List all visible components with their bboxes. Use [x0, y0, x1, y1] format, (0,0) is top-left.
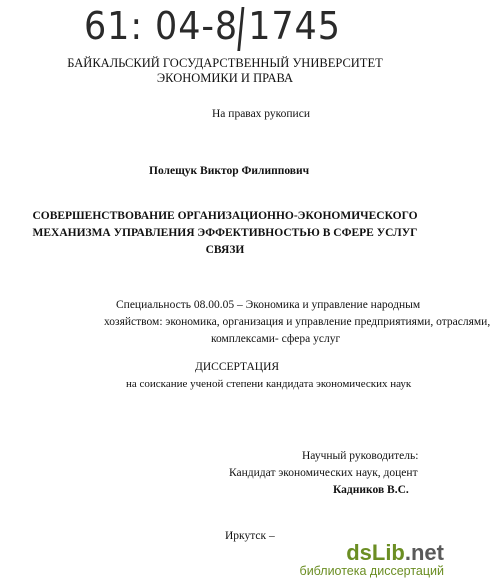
handwritten-divider [238, 7, 245, 51]
specialty-block [104, 297, 490, 348]
specialty-line-1: Специальность 08.00.05 – Экономика и управление народным [116, 299, 421, 311]
title-line-3: СВЯЗИ [205, 244, 245, 256]
degree-statement: на соискание ученой степени кандидата экономических наук [126, 378, 412, 390]
supervisor-label: Научный руководитель: [302, 450, 419, 462]
watermark-logo: dsLib.net [346, 540, 444, 565]
supervisor-title: Кандидат экономических наук, доцент [229, 467, 418, 479]
handwritten-code [84, 4, 341, 51]
dissertation-title [0, 208, 450, 259]
university-line-1: БАЙКАЛЬСКИЙ ГОСУДАРСТВЕННЫЙ УНИВЕРСИТЕТ [67, 56, 383, 70]
supervisor-block [229, 448, 418, 499]
handwritten-code-left: 61: 04-8 [84, 4, 239, 48]
author-name: Полещук Виктор Филиппович [149, 165, 310, 177]
watermark [300, 542, 444, 578]
university-name [0, 56, 450, 86]
manuscript-note: На правах рукописи [212, 108, 310, 120]
specialty-line-3: комплексами- сфера услуг [211, 333, 341, 345]
university-line-2: ЭКОНОМИКИ И ПРАВА [156, 71, 294, 85]
handwritten-code-right: 1745 [248, 4, 341, 48]
title-line-1: СОВЕРШЕНСТВОВАНИЕ ОРГАНИЗАЦИОННО-ЭКОНОМИЧЕСКОГО [32, 210, 418, 222]
title-line-2: МЕХАНИЗМА УПРАВЛЕНИЯ ЭФФЕКТИВНОСТЬЮ В СФЕРЕ УСЛУГ [32, 227, 418, 239]
supervisor-name: Кадников В.С. [333, 484, 409, 496]
document-type: ДИССЕРТАЦИЯ [195, 361, 280, 373]
specialty-line-2: хозяйством: экономика, организация и управление предприятиями, отраслями, [104, 316, 490, 328]
city-year: Иркутск – [225, 530, 275, 542]
watermark-subtitle: библиотека диссертаций [299, 564, 444, 578]
